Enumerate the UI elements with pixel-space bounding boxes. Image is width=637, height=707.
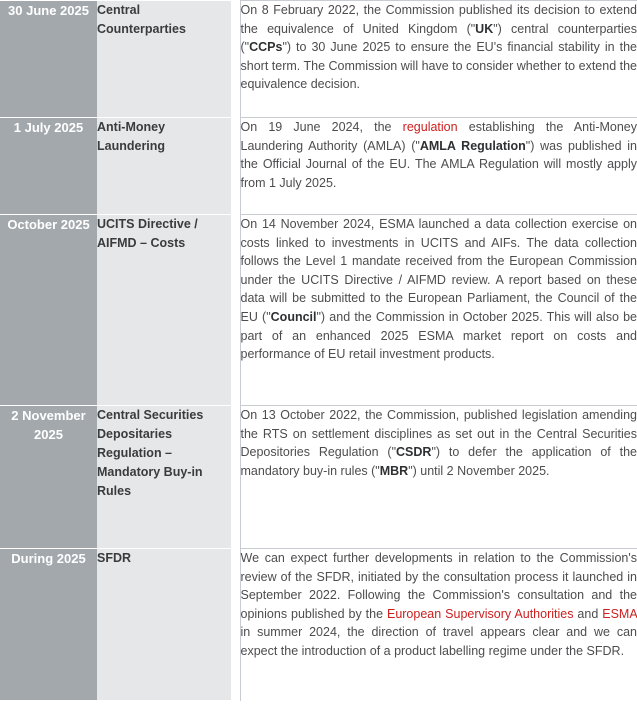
column-gap bbox=[231, 215, 240, 406]
row-topic: Anti-Money Laundering bbox=[97, 118, 231, 215]
row-description bbox=[240, 215, 637, 406]
description-text: ") was published in the Official Journal of the EU. The AMLA Regulation will mostly apply from 1 July 2025. bbox=[240, 138, 637, 190]
description-text: On 8 February 2022, the Commission published its decision to extend the equivalence of United Kingdom (" bbox=[240, 3, 637, 36]
description-text: ") central counterparties (" bbox=[240, 21, 637, 55]
row-description bbox=[240, 549, 637, 701]
row-topic: Central Securities Depositaries Regulation – Mandatory Buy-in Rules bbox=[97, 406, 231, 549]
column-gap bbox=[231, 406, 240, 549]
column-gap bbox=[231, 118, 240, 215]
description-text: ") until 2 November 2025. bbox=[408, 463, 550, 478]
description-text: We can expect further developments in relation to the Commission's review of the SFDR, initiated by the consultation process it launched in September 2022. Following the Commission's consultation and the opinions published by the bbox=[240, 551, 637, 621]
description-text: ") to 30 June 2025 to ensure the EU's financial stability in the short term. The Commission will have to consider whether to extend the equivalence decision. bbox=[240, 40, 637, 92]
row-date: During 2025 bbox=[0, 549, 97, 701]
timeline-row bbox=[0, 215, 637, 406]
description-text: ") to defer the application of the mandatory buy-in rules (" bbox=[240, 445, 637, 478]
defined-term: AMLA Regulation bbox=[419, 138, 526, 153]
defined-term: UK bbox=[475, 21, 494, 36]
timeline-row bbox=[0, 406, 637, 549]
description-text: establishing the Anti-Money Laundering Authority (AMLA) (" bbox=[240, 120, 637, 153]
timeline-row bbox=[0, 549, 637, 701]
row-description bbox=[240, 406, 637, 549]
description-text: On 13 October 2022, the Commission, published legislation amending the RTS on settlement disciplines as set out in the Central Securities Depositories Regulation (" bbox=[240, 408, 637, 460]
timeline-row bbox=[0, 1, 637, 118]
column-gap bbox=[231, 549, 240, 701]
defined-term: MBR bbox=[379, 463, 409, 478]
row-topic: Central Counterparties bbox=[97, 1, 231, 118]
description-text: in summer 2024, the direction of travel appears clear and we can expect the introduction of a product labelling regime under the SFDR. bbox=[240, 625, 637, 658]
row-description bbox=[240, 1, 637, 118]
column-gap bbox=[231, 1, 240, 118]
row-description bbox=[240, 118, 637, 215]
description-link[interactable]: ESMA bbox=[602, 606, 637, 621]
row-date: 30 June 2025 bbox=[0, 1, 97, 118]
row-date: October 2025 bbox=[0, 215, 97, 406]
description-text: ") and the Commission in October 2025. This will also be part of an enhanced 2025 ESMA market report on costs and performance of EU retail investment products. bbox=[240, 309, 637, 362]
defined-term: CCPs bbox=[249, 40, 283, 55]
defined-term: Council bbox=[270, 309, 317, 324]
defined-term: CSDR bbox=[396, 445, 432, 460]
row-date: 1 July 2025 bbox=[0, 118, 97, 215]
row-date: 2 November 2025 bbox=[0, 406, 97, 549]
description-link[interactable]: European Supervisory Authorities bbox=[386, 606, 574, 621]
row-topic: UCITS Directive / AIFMD – Costs bbox=[97, 215, 231, 406]
row-topic: SFDR bbox=[97, 549, 231, 701]
description-text: On 14 November 2024, ESMA launched a data collection exercise on costs linked to investments in UCITS and AIFs. The data collection follows the Level 1 mandate received from the European Commission under the UCITS Directive / AIFMD review. A report based on these data will be submitted to the European Parliament, the Council of the EU (" bbox=[240, 217, 637, 324]
timeline-row bbox=[0, 118, 637, 215]
description-text: and bbox=[573, 606, 603, 621]
description-text: On 19 June 2024, the bbox=[240, 120, 403, 134]
description-link[interactable]: regulation bbox=[402, 120, 458, 134]
